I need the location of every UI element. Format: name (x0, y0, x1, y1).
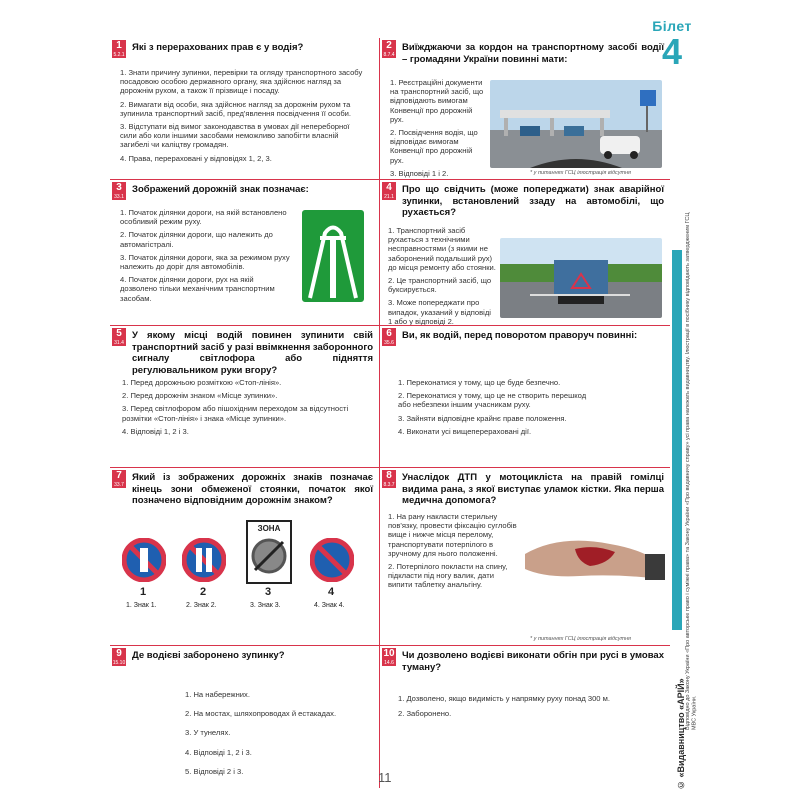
answer-list (390, 78, 485, 179)
answer-list (122, 378, 370, 440)
sign-number: 1 (140, 586, 147, 598)
question-text: Виїжджаючи за кордон на транспортному засобі водії – громадяни України повинні мати: (402, 42, 664, 65)
question-text: Чи дозволено водієві виконати обгін при русі в умовах туману? (402, 650, 664, 673)
answer-option[interactable]: 1. Дозволено, якщо видимість у напрямку руху понад 300 м. (398, 694, 610, 703)
injured-leg-photo (520, 524, 665, 586)
question-4[interactable] (380, 180, 670, 325)
sign-number: 4 (328, 586, 335, 598)
answer-option[interactable]: 4. Відповіді 1, 2 і 3. (122, 426, 189, 436)
question-7[interactable] (110, 468, 380, 645)
answer-option[interactable]: 1. Реєстраційні документи на транспортний засіб, що відповідають вимогам Конвенції про дорожній рух. (390, 78, 484, 124)
answer-list (388, 512, 518, 594)
illustration-caption: * у питаннях ГСЦ ілюстрація відсутня (530, 170, 631, 176)
question-9[interactable] (110, 646, 380, 788)
page-number: 11 (378, 770, 392, 785)
answer-option[interactable]: 4. Відповіді 1, 2 і 3. (185, 747, 252, 757)
answer-list (388, 226, 496, 325)
answer-option[interactable]: 2. Це транспортний засіб, що буксирується. (388, 276, 492, 295)
question-number: 5 31.4 (112, 328, 126, 346)
question-number: 8 8.3.7 (383, 470, 395, 488)
motorway-sign-icon (300, 208, 366, 309)
question-number: 1 5.2.1 (113, 40, 125, 58)
no-parking-sign-1-icon (122, 538, 166, 587)
question-row-2 (110, 180, 670, 326)
question-number: 7 33.7 (112, 470, 126, 488)
question-row-5 (110, 646, 670, 788)
answer-list (185, 690, 370, 786)
answer-option[interactable]: 5. Відповіді 2 і 3. (185, 766, 244, 776)
side-legal-text: Відповідно до Закону України «Про авторське право і суміжні права» та Закону України «Про видавничу справу» усі права належать видавництву. Ілюстрації в посібнику відповідають затвердженим ГСЦ МВС України. (685, 212, 698, 730)
question-text: Які з перерахованих прав є у водія? (132, 42, 304, 53)
question-text: Який із зображених дорожніх знаків позначає кінець зони обмеженої стоянки, початок якої позначено відповідним дорожнім знаком? (132, 472, 373, 506)
question-6[interactable] (380, 326, 670, 467)
answer-option[interactable]: 3. Зайняти відповідне крайнє праве положення. (398, 413, 567, 423)
answer-option[interactable]: 2. Переконатися у тому, що це не створить перешкод або небезпеки іншим учасникам руху. (398, 391, 587, 410)
answer-list (120, 68, 365, 167)
publisher-mark: © «Видавництво «АРІЙ» (676, 678, 686, 790)
question-text: Ви, як водій, перед поворотом праворуч повинні: (402, 330, 638, 341)
answer-option[interactable]: 4. Знак 4. (314, 602, 345, 609)
answer-option[interactable]: 2. Знак 2. (186, 602, 217, 609)
answer-option[interactable]: 2. Заборонено. (398, 709, 452, 719)
answer-option[interactable]: 3. Перед світлофором або пішохідним переходом за відсутності розмітки «Стоп-лінія» і знака «Місце зупинки». (122, 404, 349, 423)
answer-option[interactable]: 2. Потерпілого покласти на спину, підкласти під ногу валик, дати випити таблетку анальгіну. (388, 562, 508, 590)
answer-list (398, 378, 588, 440)
question-8[interactable] (380, 468, 670, 645)
answer-option[interactable]: 3. У тунелях. (185, 728, 231, 738)
question-row-4 (110, 468, 670, 646)
question-10[interactable] (380, 646, 670, 788)
answer-option[interactable]: 2. На мостах, шляхопроводах й естакадах. (185, 709, 337, 719)
answer-option[interactable]: 4. Права, перераховані у відповідях 1, 2, 3. (120, 153, 272, 163)
question-number: 6 35.6 (382, 328, 396, 346)
answer-option[interactable]: 1. Транспортний засіб рухається з технічними несправностями (з якими не заборонений подальший рух) до місця ремонту або стоянки. (388, 226, 496, 272)
question-text: Унаслідок ДТП у мотоцикліста на правій гомілці видима рана, з якої виступає уламок кістки. Яка перша медична допомога? (402, 472, 664, 506)
answer-option[interactable]: 2. Вимагати від особи, яка здійснює нагляд за дорожнім рухом та зупинила транспортний засіб, пред'явлення посвідчення її особи. (120, 99, 352, 118)
truck-photo (500, 238, 662, 318)
ticket-number: 4 (661, 31, 683, 72)
no-parking-sign-4-icon (310, 538, 354, 587)
answer-option[interactable]: 1. На рану накласти стерильну пов'язку, провести фіксацію суглобів вище і нижче місця перелому, транспортувати потерпілого в зручному для нього положенні. (388, 512, 517, 558)
answer-option[interactable]: 2. Перед дорожнім знаком «Місце зупинки». (122, 391, 278, 401)
question-number: 10 14.6 (383, 648, 395, 666)
border-crossing-photo (490, 80, 662, 168)
answer-option[interactable]: 1. На набережних. (185, 690, 250, 699)
answer-option[interactable]: 3. Відповіді 1 і 2. (390, 168, 449, 178)
question-1[interactable] (110, 38, 380, 179)
question-text: Про що свідчить (може попереджати) знак аварійної зупинки, встановлений ззаду на автомобілі, що рухається? (402, 184, 664, 218)
answer-option[interactable]: 1. Початок ділянки дороги, на якій встановлено особливий режим руху. (120, 208, 287, 227)
answer-option[interactable]: 2. Посвідчення водія, що відповідає вимогам Конвенції про дорожній рух. (390, 128, 478, 165)
answer-option[interactable]: 3. Знак 3. (250, 602, 281, 609)
answer-option[interactable]: 4. Початок ділянки дороги, рух на якій дозволено тільки механічним транспортним засобам. (120, 275, 275, 303)
illustration-caption: * у питаннях ГСЦ ілюстрація відсутня (530, 636, 631, 642)
question-number: 2 8.7.4 (383, 40, 395, 58)
answer-option[interactable]: 3. Може попереджати про випадок, указаний у відповіді 1 або у відповіді 2. (388, 298, 491, 325)
zone-label: ЗОНА (257, 524, 281, 533)
answer-list (398, 694, 658, 722)
question-2[interactable] (380, 38, 670, 179)
answer-option[interactable]: 1. Переконатися у тому, що це буде безпечно. (398, 378, 561, 387)
answer-option[interactable]: 1. Перед дорожньою розміткою «Стоп-лінія». (122, 378, 282, 387)
question-row-3 (110, 326, 670, 468)
answer-option[interactable]: 2. Початок ділянки дороги, що належить до автомагістралі. (120, 230, 273, 249)
question-3[interactable] (110, 180, 380, 325)
answer-option[interactable]: 1. Знати причину зупинки, перевірки та огляду транспортного засобу посадовою особою державного органу, яка здійснює нагляд за дорожнім рухом, а також її прізвище і посаду. (120, 68, 363, 96)
sign-number: 2 (200, 586, 207, 598)
question-number: 9 15.10 (112, 648, 126, 666)
ticket-word: Білет (652, 18, 692, 34)
side-accent-strip (672, 250, 682, 630)
sign-number: 3 (265, 586, 272, 598)
zone-end-sign (246, 520, 292, 584)
answer-option[interactable]: 3. Відступати від вимог законодавства в умовах дії непереборної сили або коли іншими засобами неможливо запобігти власній загибелі чи каліцтву громадян. (120, 122, 350, 150)
question-row-1 (110, 38, 670, 180)
answer-option[interactable]: 3. Початок ділянки дороги, яка за режимом руху належить до доріг для автомобілів. (120, 252, 290, 272)
question-text: У якому місці водій повинен зупинити свій транспортний засіб у разі ввімкнення заборонного сигналу світлофора або підняття регулювальником руки вгору? (132, 330, 373, 376)
answer-option[interactable]: 4. Виконати усі вищеперераховані дії. (398, 426, 532, 436)
question-number: 4 21.1 (382, 182, 396, 200)
question-number: 3 33.1 (112, 182, 126, 200)
no-parking-sign-2-icon (182, 538, 226, 587)
answer-list (120, 208, 290, 307)
question-text: Зображений дорожній знак позначає: (132, 184, 309, 195)
question-5[interactable] (110, 326, 380, 467)
answer-option[interactable]: 1. Знак 1. (126, 602, 157, 609)
question-text: Де водієві заборонено зупинку? (132, 650, 285, 661)
